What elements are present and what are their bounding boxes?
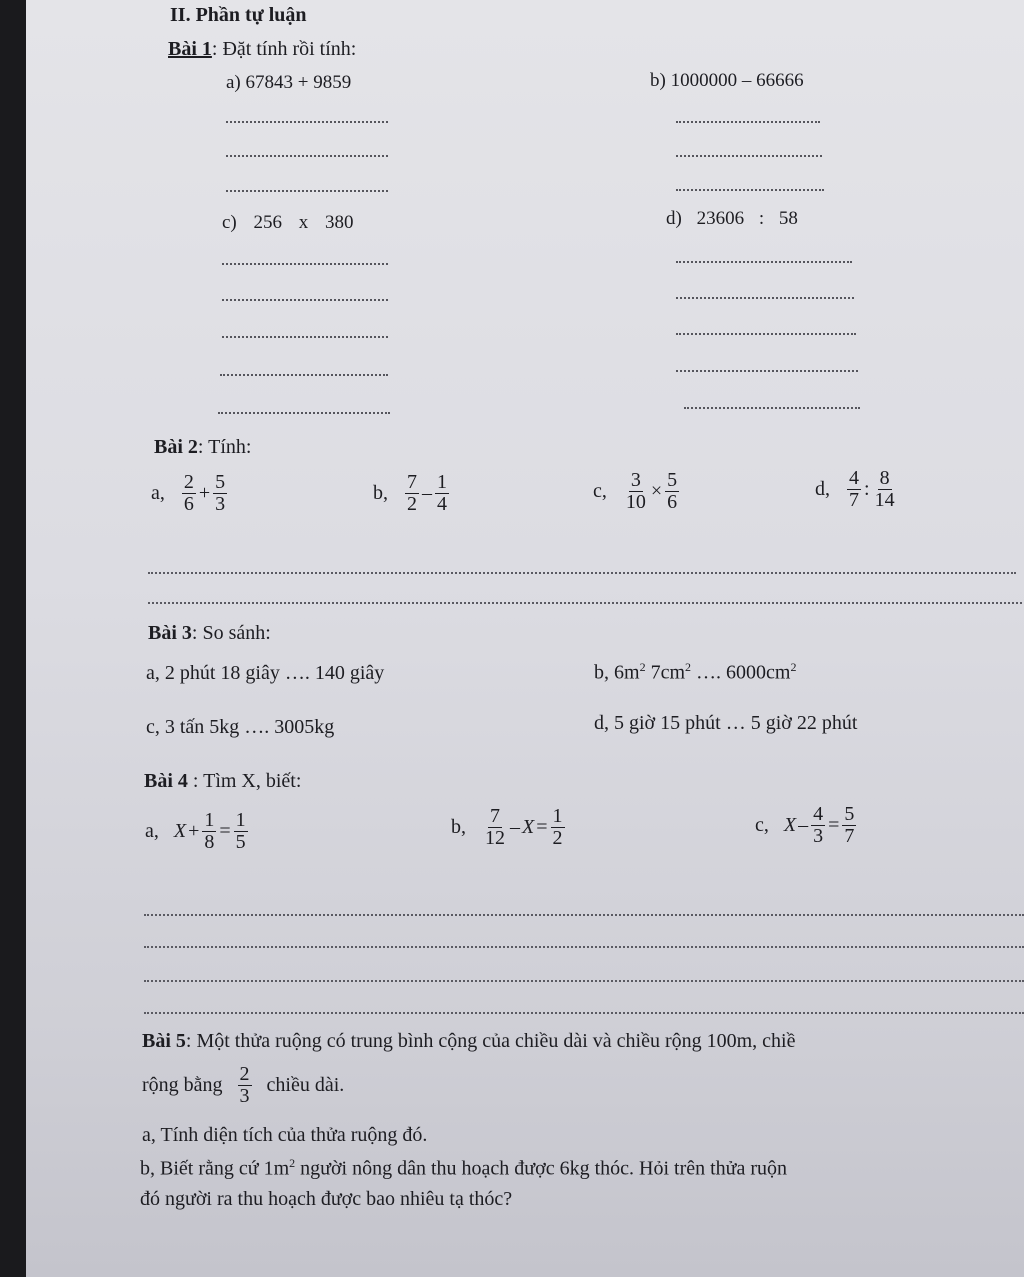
equals: = [828, 814, 840, 836]
bai3-label: Bài 3 [148, 622, 192, 644]
answer-line [222, 336, 388, 338]
section-title: II. Phần tự luận [170, 4, 307, 26]
operator: – [510, 816, 520, 838]
item-label: d, [815, 478, 830, 500]
bai2-item-b [372, 472, 451, 515]
numerator: 1 [437, 471, 447, 493]
variable: X [522, 816, 535, 838]
fraction [435, 472, 449, 515]
operator: – [422, 482, 432, 504]
fraction [551, 806, 565, 849]
exponent: 2 [639, 660, 646, 674]
exponent: 2 [289, 1156, 296, 1170]
fraction [234, 810, 248, 853]
operator: : [864, 478, 870, 500]
bai1-label: Bài 1 [168, 38, 212, 60]
answer-line [148, 602, 1022, 604]
numerator: 5 [844, 803, 855, 825]
numerator: 5 [215, 471, 226, 493]
fraction [182, 472, 196, 515]
answer-line [218, 412, 390, 414]
denominator: 7 [844, 825, 855, 847]
bai2-heading [154, 436, 251, 459]
fraction [213, 472, 227, 515]
bai4-title: : Tìm X, biết: [187, 770, 302, 792]
item-label: a, [151, 482, 165, 504]
bai5-line3: a, Tính diện tích của thửa ruộng đó. [142, 1124, 428, 1146]
item-label: a, [145, 820, 159, 842]
answer-line [144, 946, 1024, 948]
bai3-heading [148, 622, 271, 645]
numerator: 2 [183, 471, 194, 493]
fraction [873, 468, 897, 511]
bai5-text: : Một thửa ruộng có trung bình cộng của chiều dài và chiều rộng 100m, chiề [185, 1030, 796, 1052]
denominator: 7 [849, 489, 859, 511]
fraction [405, 472, 419, 515]
answer-line [226, 190, 388, 192]
fraction [665, 470, 679, 513]
bai5-line1 [142, 1030, 795, 1053]
denominator: 6 [183, 493, 194, 515]
text: b, 6m [594, 661, 640, 684]
fraction [238, 1064, 252, 1107]
fraction [202, 810, 216, 853]
answer-line [226, 121, 388, 123]
denominator: 2 [552, 827, 563, 849]
bai2-item-d [814, 468, 899, 511]
answer-line [676, 370, 858, 372]
answer-line [226, 155, 388, 157]
item-label: b, [451, 816, 466, 838]
bai4-item-c [754, 804, 858, 847]
answer-line [676, 155, 822, 157]
denominator: 10 [625, 491, 646, 513]
numerator: 1 [235, 809, 246, 831]
text: rộng bằng [142, 1074, 223, 1096]
item-label: c, [755, 814, 769, 836]
fraction [483, 806, 507, 849]
denominator: 2 [407, 493, 417, 515]
fraction [811, 804, 825, 847]
bai2-item-c [592, 470, 681, 513]
answer-line [220, 374, 388, 376]
bai2-title: : Tính: [197, 436, 252, 458]
item-label: c, [593, 480, 607, 502]
bai1-title: : Đặt tính rồi tính: [211, 38, 357, 60]
bai3-item-a: a, 2 phút 18 giây …. 140 giây [146, 662, 385, 684]
fraction [624, 470, 648, 513]
bai3-title: : So sánh: [191, 622, 271, 644]
bai4-label: Bài 4 [144, 770, 188, 792]
bai4-heading [144, 770, 301, 793]
denominator: 12 [485, 827, 505, 849]
bai1-item-c: c) 256 x 380 [222, 212, 354, 233]
worksheet-page [26, 0, 1024, 1277]
denominator: 8 [204, 831, 215, 853]
exponent: 2 [790, 660, 797, 674]
denominator: 3 [239, 1085, 250, 1107]
operator: × [650, 480, 663, 502]
text: 7cm [645, 661, 685, 684]
answer-line [144, 914, 1024, 916]
bai5-line4 [140, 1156, 787, 1181]
numerator: 4 [849, 467, 859, 489]
answer-line [676, 189, 824, 191]
denominator: 3 [215, 493, 226, 515]
numerator: 7 [490, 805, 500, 827]
bai1-item-d: d) 23606 : 58 [666, 208, 798, 229]
answer-line [676, 261, 852, 263]
answer-line [676, 297, 854, 299]
denominator: 4 [437, 493, 447, 515]
answer-line [676, 333, 856, 335]
numerator: 4 [813, 803, 824, 825]
answer-line [144, 1012, 1024, 1014]
denominator: 6 [667, 491, 678, 513]
variable: X [783, 814, 797, 836]
operator: – [798, 814, 809, 836]
bai5-label: Bài 5 [142, 1030, 186, 1052]
denominator: 5 [235, 831, 246, 853]
bai2-item-a [150, 472, 229, 515]
bai3-item-c: c, 3 tấn 5kg …. 3005kg [146, 716, 335, 738]
bai2-label: Bài 2 [154, 436, 198, 458]
item-label: b, [373, 482, 388, 504]
answer-line [676, 121, 820, 123]
text: b, Biết rằng cứ 1m [140, 1157, 290, 1180]
text: …. 6000cm [691, 661, 791, 684]
numerator: 3 [630, 469, 641, 491]
equals: = [536, 816, 548, 838]
operator: + [198, 482, 211, 504]
answer-line [144, 980, 1024, 982]
numerator: 5 [667, 469, 678, 491]
operator: + [188, 820, 200, 842]
bai3-item-d: d, 5 giờ 15 phút … 5 giờ 22 phút [594, 712, 858, 734]
bai1-heading [168, 38, 356, 61]
bai3-item-b [594, 660, 796, 685]
numerator: 8 [879, 467, 890, 489]
variable: X [173, 820, 187, 842]
answer-line [684, 407, 860, 409]
numerator: 1 [204, 809, 215, 831]
bai1-item-b: b) 1000000 – 66666 [650, 70, 804, 91]
numerator: 7 [407, 471, 417, 493]
denominator: 14 [874, 489, 895, 511]
answer-line [148, 572, 1016, 574]
bai5-line5: đó người ra thu hoạch được bao nhiêu tạ thóc? [140, 1188, 513, 1210]
bai1-item-a: a) 67843 + 9859 [226, 72, 352, 93]
text: người nông dân thu hoạch được 6kg thóc. Hỏi trên thửa ruộn [295, 1157, 788, 1180]
text: chiều dài. [266, 1074, 345, 1096]
numerator: 2 [239, 1063, 250, 1085]
bai4-item-b [450, 806, 567, 849]
answer-line [222, 263, 388, 265]
answer-line [222, 299, 388, 301]
numerator: 1 [552, 805, 563, 827]
bai5-line2 [142, 1064, 344, 1107]
equals: = [219, 820, 231, 842]
denominator: 3 [813, 825, 824, 847]
fraction [842, 804, 856, 847]
exponent: 2 [685, 660, 691, 674]
fraction [847, 468, 861, 511]
bai4-item-a [144, 810, 250, 853]
